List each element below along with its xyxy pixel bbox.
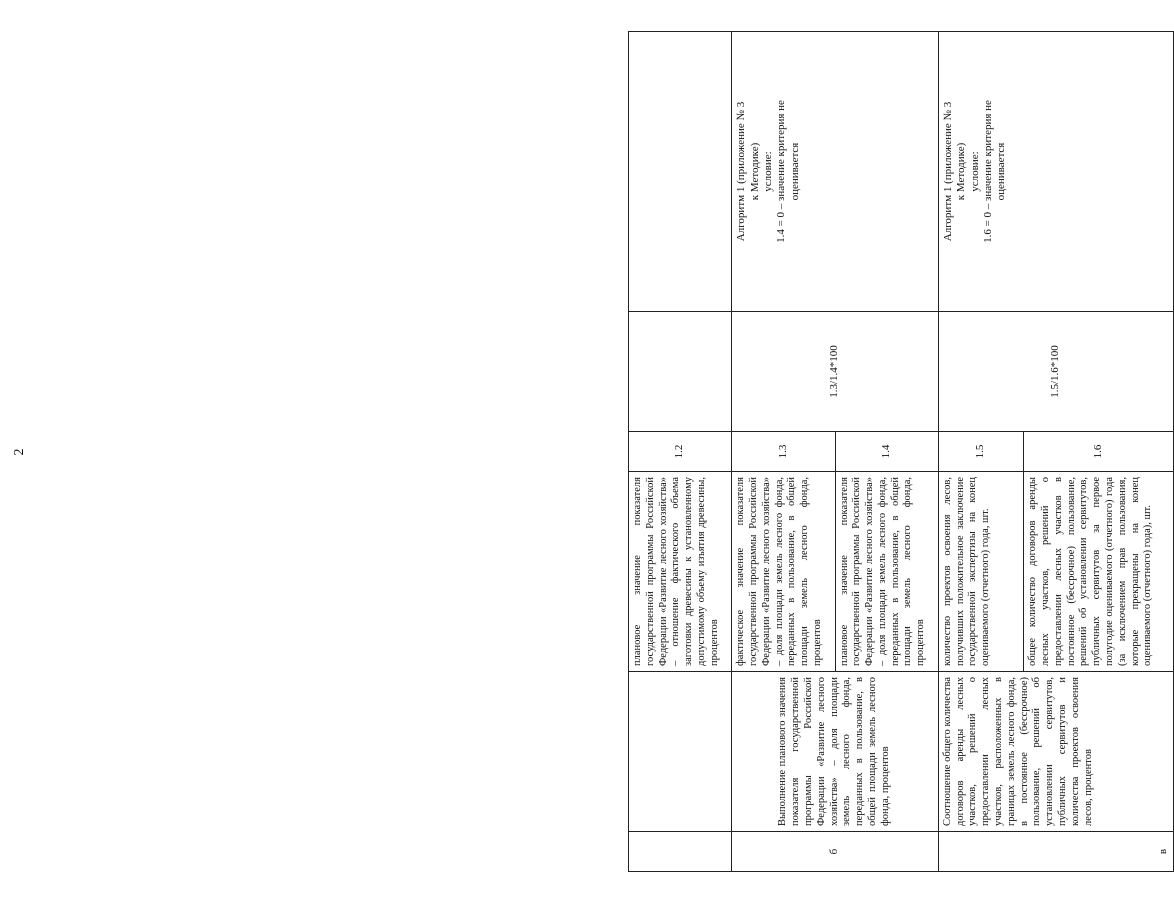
criteria-table xyxy=(628,31,1174,872)
indicator-code: 1.5 xyxy=(938,432,1024,472)
formula-cell xyxy=(629,312,732,432)
criterion-cell xyxy=(629,672,732,832)
algorithm-line: к Методике) xyxy=(955,142,968,201)
criterion-cell: Соотношение общего количества договоров аренды лесных участков, решений о предоставлении лесных участков, расположенных в границах земель лесного фонда, в постоянное (бессрочное) пользование, решений об установлении сервитутов, публичных сервитутов и количества проектов освоения лесов, процентов xyxy=(938,672,1173,832)
algorithm-line: условие: xyxy=(762,151,775,192)
page-number: 2 xyxy=(12,448,27,456)
table-container xyxy=(628,32,1174,872)
algorithm-line: оценивается xyxy=(995,142,1008,201)
algorithm-line: условие: xyxy=(968,151,981,192)
formula-cell: 1.5/1.6*100 xyxy=(938,312,1173,432)
indicator-code: 1.2 xyxy=(629,432,732,472)
criterion-cell: Выполнение планового значения показателя государственной программы Российской Федерации «Развитие лесного хозяйства» – доля площади земель лесного фонда, переданных в пользование, в общей площади земель лесного фонда, процентов xyxy=(732,672,939,832)
table-row xyxy=(629,32,732,872)
algorithm-line: оценивается xyxy=(788,142,801,201)
algorithm-line: к Методике) xyxy=(748,142,761,201)
indicator-cell: количество проектов освоения лесов, получивших положительное заключение государственной экспертизы на конец оцениваемого (отчетного) года, шт. xyxy=(938,472,1024,672)
table-row xyxy=(938,32,1024,872)
row-number xyxy=(629,832,732,872)
indicator-cell: общее количество договоров аренды лесных участков, решений о предоставлении лесных участков в постоянное (бессрочное) пользование, решений об установлении сервитутов, публичных сервитутов за первое полугодие оцениваемого (отчетного) года (за исключением прав пользования, которые прекращены на конец оцениваемого (отчетного) года), шт. xyxy=(1024,472,1174,672)
indicator-cell: плановое значение показателя государственной программы Российской Федерации «Развитие лесного хозяйства» – доля площади земель лесного фонда, переданных в пользование, в общей площади земель лесного фонда, процентов xyxy=(835,472,938,672)
indicator-code: 1.6 xyxy=(1024,432,1174,472)
table-row xyxy=(732,32,835,872)
formula-cell: 1.3/1.4*100 xyxy=(732,312,939,432)
algorithm-line: Алгоритм 1 (приложение № 3 xyxy=(735,101,748,242)
algorithm-line: 1.6 = 0 – значение критерия не xyxy=(981,100,994,243)
row-number: б xyxy=(732,832,939,872)
row-number: в xyxy=(938,832,1173,872)
indicator-cell: фактическое значение показателя государственной программы Российской Федерации «Развитие лесного хозяйства» – доля площади земель лесного фонда, переданных в пользование, в общей площади земель лесного фонда, процентов xyxy=(732,472,835,672)
algorithm-cell xyxy=(938,32,1173,312)
indicator-code: 1.3 xyxy=(732,432,835,472)
algorithm-cell xyxy=(732,32,939,312)
indicator-cell: плановое значение показателя государственной программы Российской Федерации «Развитие лесного хозяйства» – отношение фактического объема заготовки древесины к установленному допустимому объему изъятия древесины, процентов xyxy=(629,472,732,672)
algorithm-cell xyxy=(629,32,732,312)
algorithm-line: Алгоритм 1 (приложение № 3 xyxy=(941,101,954,242)
indicator-code: 1.4 xyxy=(835,432,938,472)
algorithm-line: 1.4 = 0 – значение критерия не xyxy=(775,100,788,243)
